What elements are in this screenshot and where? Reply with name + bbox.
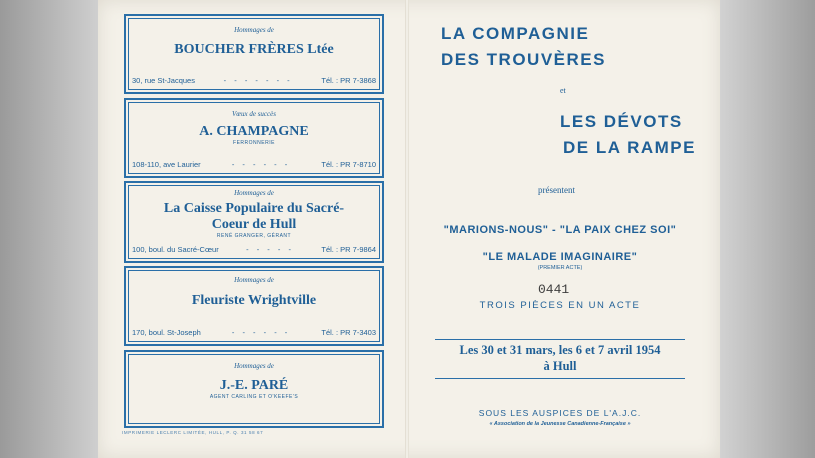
ad-tag: Hommages de [234, 362, 274, 370]
ad-address: 108-110, ave Laurier [132, 160, 201, 169]
ad-je-pare [124, 350, 384, 428]
et-text: et [560, 86, 566, 95]
plays-line1: "MARIONS-NOUS" - "LA PAIX CHEZ SOI" [443, 224, 677, 236]
ad-phone: Tél. : PR 7-9864 [321, 245, 376, 254]
ad-boucher-freres [124, 14, 384, 94]
ad-address: 170, boul. St-Joseph [132, 328, 201, 337]
ad-champagne [124, 98, 384, 178]
ad-dashes: - - - - - [246, 245, 294, 254]
ad-tag: Vœux de succès [232, 110, 276, 118]
ad-tag: Hommages de [234, 26, 274, 34]
plays-line2: "LE MALADE IMAGINAIRE" [482, 251, 638, 263]
ad-name: Fleuriste Wrightville [191, 293, 317, 308]
presentent-text: présentent [538, 185, 575, 195]
ad-name: BOUCHER FRÈRES Ltée [174, 42, 334, 57]
ad-address: 100, boul. du Sacré-Cœur [132, 245, 219, 254]
ad-name: J.-E. PARÉ [219, 378, 289, 393]
printer-credit: IMPRIMERIE LECLERC LIMITÉE, HULL, P. Q. 31 58 67 [122, 430, 264, 435]
ad-tag: Hommages de [234, 276, 274, 284]
devots-title-line2: DE LA RAMPE [563, 138, 696, 157]
devots-title-line1: LES DÉVOTS [560, 112, 683, 131]
dates-rule-top [435, 339, 685, 340]
program-number: 0441 [538, 282, 570, 297]
dates-line1: Les 30 et 31 mars, les 6 et 7 avril 1954 [459, 343, 661, 357]
premier-acte: (PREMIER ACTE) [537, 265, 583, 271]
ad-phone: Tél. : PR 7-8710 [321, 160, 376, 169]
ad-subtitle: RENÉ GRANGER, GÉRANT [216, 233, 292, 239]
ad-fleuriste-wrightville [124, 266, 384, 346]
ad-contact-line [132, 160, 376, 169]
dates-rule-bottom [435, 378, 685, 379]
ad-address: 30, rue St-Jacques [132, 76, 195, 85]
ad-name: La Caisse Populaire du Sacré-Coeur de Hull [163, 201, 345, 232]
ad-dashes: - - - - - - - [223, 76, 293, 85]
dates-line2: à Hull [543, 359, 577, 373]
company-title-line1: LA COMPAGNIE [441, 24, 590, 43]
background-right [720, 0, 815, 458]
company-title-line2: DES TROUVÈRES [441, 50, 606, 69]
ad-contact-line [132, 76, 376, 85]
ad-tag: Hommages de [234, 189, 274, 197]
ad-dashes: - - - - - - [231, 160, 291, 169]
auspices: SOUS LES AUSPICES DE L'A.J.C. [478, 408, 642, 418]
ad-dashes: - - - - - - [231, 328, 291, 337]
center-fold [405, 0, 409, 458]
ad-caisse-populaire [124, 181, 384, 263]
ad-phone: Tél. : PR 7-3403 [321, 328, 376, 337]
background-left [0, 0, 98, 458]
ad-subtitle: AGENT CARLING ET O'KEEFE'S [209, 394, 299, 400]
ad-contact-line [132, 328, 376, 337]
trois-pieces: TROIS PIÈCES EN UN ACTE [479, 300, 641, 311]
ad-contact-line [132, 245, 376, 254]
association: « Association de la Jeunesse Canadienne-Française » [489, 421, 631, 427]
ad-subtitle: FERRONNERIE [233, 140, 275, 146]
ad-phone: Tél. : PR 7-3868 [321, 76, 376, 85]
ad-name: A. CHAMPAGNE [199, 124, 309, 139]
